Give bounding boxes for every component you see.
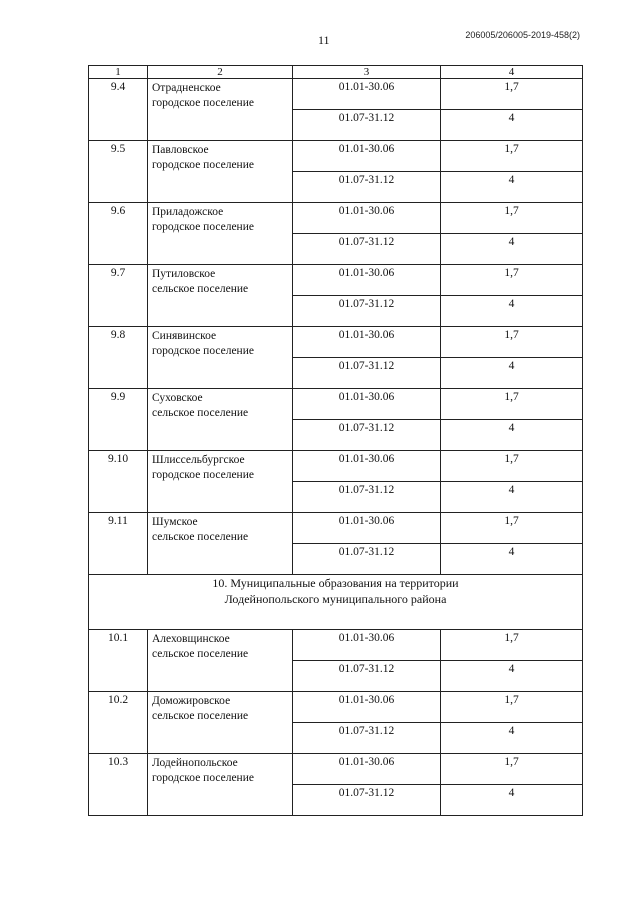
row-number: 9.7 xyxy=(89,265,148,327)
period-cell: 01.07-31.12 xyxy=(293,661,441,692)
row-number: 9.8 xyxy=(89,327,148,389)
settlement-name-line: сельское поселение xyxy=(152,710,249,722)
coefficient-cell: 1,7 xyxy=(441,141,583,172)
row-number: 9.9 xyxy=(89,389,148,451)
coefficient-cell: 4 xyxy=(441,544,583,575)
period-cell: 01.07-31.12 xyxy=(293,358,441,389)
section-title-line: 10. Муниципальные образования на территории xyxy=(212,576,459,590)
row-number: 10.2 xyxy=(89,692,148,754)
coefficient-cell: 4 xyxy=(441,785,583,816)
column-header: 2 xyxy=(148,66,293,79)
period-cell: 01.01-30.06 xyxy=(293,692,441,723)
settlement-name-line: сельское поселение xyxy=(152,531,249,543)
table-row xyxy=(89,265,583,296)
settlement-name-line: Шлиссельбургское xyxy=(152,454,245,466)
settlement-name-line: Путиловское xyxy=(152,268,216,280)
coefficient-cell: 4 xyxy=(441,296,583,327)
table-row xyxy=(89,692,583,723)
page-number: 11 xyxy=(318,33,330,47)
period-cell: 01.01-30.06 xyxy=(293,451,441,482)
period-cell: 01.07-31.12 xyxy=(293,110,441,141)
table-row xyxy=(89,327,583,358)
coefficient-cell: 1,7 xyxy=(441,754,583,785)
coefficient-cell: 4 xyxy=(441,110,583,141)
settlement-name-line: Отрадненское xyxy=(152,82,221,94)
period-cell: 01.01-30.06 xyxy=(293,203,441,234)
coefficient-cell: 1,7 xyxy=(441,79,583,110)
settlement-name-line: городское поселение xyxy=(152,221,254,233)
table-row xyxy=(89,451,583,482)
coefficient-cell: 1,7 xyxy=(441,327,583,358)
table-row xyxy=(89,754,583,785)
table-row xyxy=(89,513,583,544)
settlement-name-line: сельское поселение xyxy=(152,407,249,419)
settlement-name-line: городское поселение xyxy=(152,772,254,784)
period-cell: 01.07-31.12 xyxy=(293,723,441,754)
settlement-name xyxy=(148,265,293,327)
settlement-name-line: городское поселение xyxy=(152,469,254,481)
settlement-name-line: Шумское xyxy=(152,516,198,528)
coefficient-cell: 1,7 xyxy=(441,692,583,723)
row-number: 10.3 xyxy=(89,754,148,816)
coefficient-cell: 4 xyxy=(441,723,583,754)
settlement-name-line: Алеховщинское xyxy=(152,633,230,645)
tariff-table xyxy=(88,65,583,816)
period-cell: 01.07-31.12 xyxy=(293,482,441,513)
section-title-line: Лодейнопольского муниципального района xyxy=(224,592,447,606)
settlement-name-line: Лодейнопольское xyxy=(152,757,238,769)
period-cell: 01.01-30.06 xyxy=(293,327,441,358)
coefficient-cell: 1,7 xyxy=(441,630,583,661)
row-number: 10.1 xyxy=(89,630,148,692)
coefficient-cell: 1,7 xyxy=(441,265,583,296)
document-code: 206005/206005-2019-458(2) xyxy=(465,30,580,40)
row-number: 9.11 xyxy=(89,513,148,575)
table-row xyxy=(89,203,583,234)
settlement-name xyxy=(148,203,293,265)
period-cell: 01.07-31.12 xyxy=(293,420,441,451)
settlement-name-line: городское поселение xyxy=(152,345,254,357)
coefficient-cell: 4 xyxy=(441,420,583,451)
section-header-row xyxy=(89,575,583,630)
period-cell: 01.07-31.12 xyxy=(293,544,441,575)
settlement-name xyxy=(148,141,293,203)
settlement-name-line: Суховское xyxy=(152,392,203,404)
coefficient-cell: 1,7 xyxy=(441,203,583,234)
coefficient-cell: 4 xyxy=(441,234,583,265)
period-cell: 01.01-30.06 xyxy=(293,389,441,420)
settlement-name xyxy=(148,389,293,451)
column-header: 3 xyxy=(293,66,441,79)
settlement-name-line: Павловское xyxy=(152,144,209,156)
period-cell: 01.01-30.06 xyxy=(293,265,441,296)
period-cell: 01.01-30.06 xyxy=(293,79,441,110)
column-header: 4 xyxy=(441,66,583,79)
settlement-name-line: сельское поселение xyxy=(152,648,249,660)
period-cell: 01.07-31.12 xyxy=(293,296,441,327)
settlement-name-line: городское поселение xyxy=(152,97,254,109)
row-number: 9.4 xyxy=(89,79,148,141)
period-cell: 01.07-31.12 xyxy=(293,172,441,203)
settlement-name xyxy=(148,513,293,575)
period-cell: 01.07-31.12 xyxy=(293,234,441,265)
settlement-name-line: Синявинское xyxy=(152,330,217,342)
settlement-name xyxy=(148,754,293,816)
row-number: 9.6 xyxy=(89,203,148,265)
coefficient-cell: 4 xyxy=(441,358,583,389)
coefficient-cell: 1,7 xyxy=(441,389,583,420)
row-number: 9.10 xyxy=(89,451,148,513)
period-cell: 01.01-30.06 xyxy=(293,630,441,661)
table-row xyxy=(89,630,583,661)
column-header: 1 xyxy=(89,66,148,79)
coefficient-cell: 1,7 xyxy=(441,513,583,544)
table-header-row xyxy=(89,66,583,79)
table-row xyxy=(89,141,583,172)
period-cell: 01.01-30.06 xyxy=(293,513,441,544)
settlement-name xyxy=(148,692,293,754)
period-cell: 01.01-30.06 xyxy=(293,141,441,172)
coefficient-cell: 4 xyxy=(441,172,583,203)
row-number: 9.5 xyxy=(89,141,148,203)
period-cell: 01.01-30.06 xyxy=(293,754,441,785)
settlement-name-line: Приладожское xyxy=(152,206,224,218)
section-title xyxy=(89,575,583,630)
period-cell: 01.07-31.12 xyxy=(293,785,441,816)
table-row xyxy=(89,389,583,420)
settlement-name xyxy=(148,327,293,389)
settlement-name-line: городское поселение xyxy=(152,159,254,171)
coefficient-cell: 1,7 xyxy=(441,451,583,482)
settlement-name xyxy=(148,630,293,692)
settlement-name-line: сельское поселение xyxy=(152,283,249,295)
coefficient-cell: 4 xyxy=(441,661,583,692)
table-row xyxy=(89,79,583,110)
coefficient-cell: 4 xyxy=(441,482,583,513)
settlement-name xyxy=(148,79,293,141)
settlement-name xyxy=(148,451,293,513)
settlement-name-line: Доможировское xyxy=(152,695,231,707)
